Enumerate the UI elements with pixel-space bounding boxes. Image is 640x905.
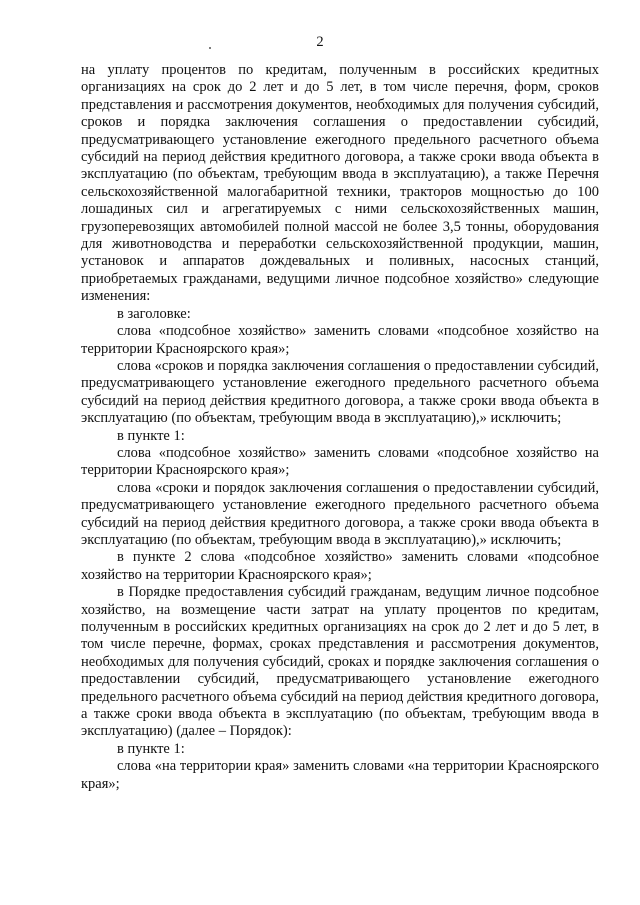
paragraph: слова «подсобное хозяйство» заменить словами «подсобное хозяйство на территории Красноярского края»; [81, 323, 599, 357]
paragraph: на уплату процентов по кредитам, полученным в российских кредитных организациях на срок до 2 лет и до 5 лет, в том числе перечня, форм, сроков представления и рассмотрения документов, необходимых для получения субсидий, сроков и порядка заключения соглашения о предоставлении субсидий, предусматривающего установление ежегодного предельного расчетного объема субсидий на период действия кредитного договора, а также сроки ввода объекта в эксплуатацию (по объектам, требующим ввода в эксплуатацию), а также Перечня сельскохозяйственной малогабаритной техники, тракторов мощностью до 100 лошадиных сил и агрегатируемых с ними сельскохозяйственных машин, грузоперевозящих автомобилей полной массой не более 3,5 тонны, оборудования для животноводства и переработки сельскохозяйственной продукции, машин, установок и аппаратов дождевальных и поливных, насосных станций, приобретаемых гражданами, ведущими личное подсобное хозяйство» следующие изменения: [81, 62, 599, 305]
document-body [81, 62, 599, 793]
paragraph: в пункте 1: [117, 427, 185, 444]
paragraph: слова «сроки и порядок заключения соглашения о предоставлении субсидий, предусматривающего установление ежегодного предельного расчетного объема субсидий на период действия кредитного договора, а также сроки ввода объекта в эксплуатацию (по объектам, требующим ввода в эксплуатацию),» исключить; [81, 479, 599, 548]
page-number: 2 [316, 34, 324, 50]
paragraph: в заголовке: [117, 305, 191, 322]
paragraph: слова «подсобное хозяйство» заменить словами «подсобное хозяйство на территории Красноярского края»; [81, 444, 599, 479]
scan-speck [209, 47, 211, 49]
paragraph: в Порядке предоставления субсидий гражданам, ведущим личное подсобное хозяйство, на возмещение части затрат на уплату процентов по кредитам, полученным в российских кредитных организациях на срок до 2 лет и до 5 лет, в том числе перечне, формах, сроках представления и рассмотрения документов, необходимых для получения субсидий, сроках и порядке заключения соглашения о предоставлении субсидий, предусматривающего установление ежегодного предельного расчетного объема субсидий на период действия кредитного договора, а также сроки ввода объекта в эксплуатацию (по объектам, требующим ввода в эксплуатацию) (далее – Порядок): [81, 584, 599, 740]
paragraph: в пункте 2 слова «подсобное хозяйство» заменить словами «подсобное хозяйство на территории Красноярского края»; [81, 549, 599, 583]
paragraph: слова «на территории края» заменить словами «на территории Красноярского края»; [81, 758, 599, 792]
paragraph: в пункте 1: [117, 740, 185, 757]
paragraph: слова «сроков и порядка заключения соглашения о предоставлении субсидий, предусматривающего установление ежегодного предельного расчетного объема субсидий на период действия кредитного договора, а также сроки ввода объекта в эксплуатацию (по объектам, требующим ввода в эксплуатацию),» исключить; [81, 357, 599, 427]
